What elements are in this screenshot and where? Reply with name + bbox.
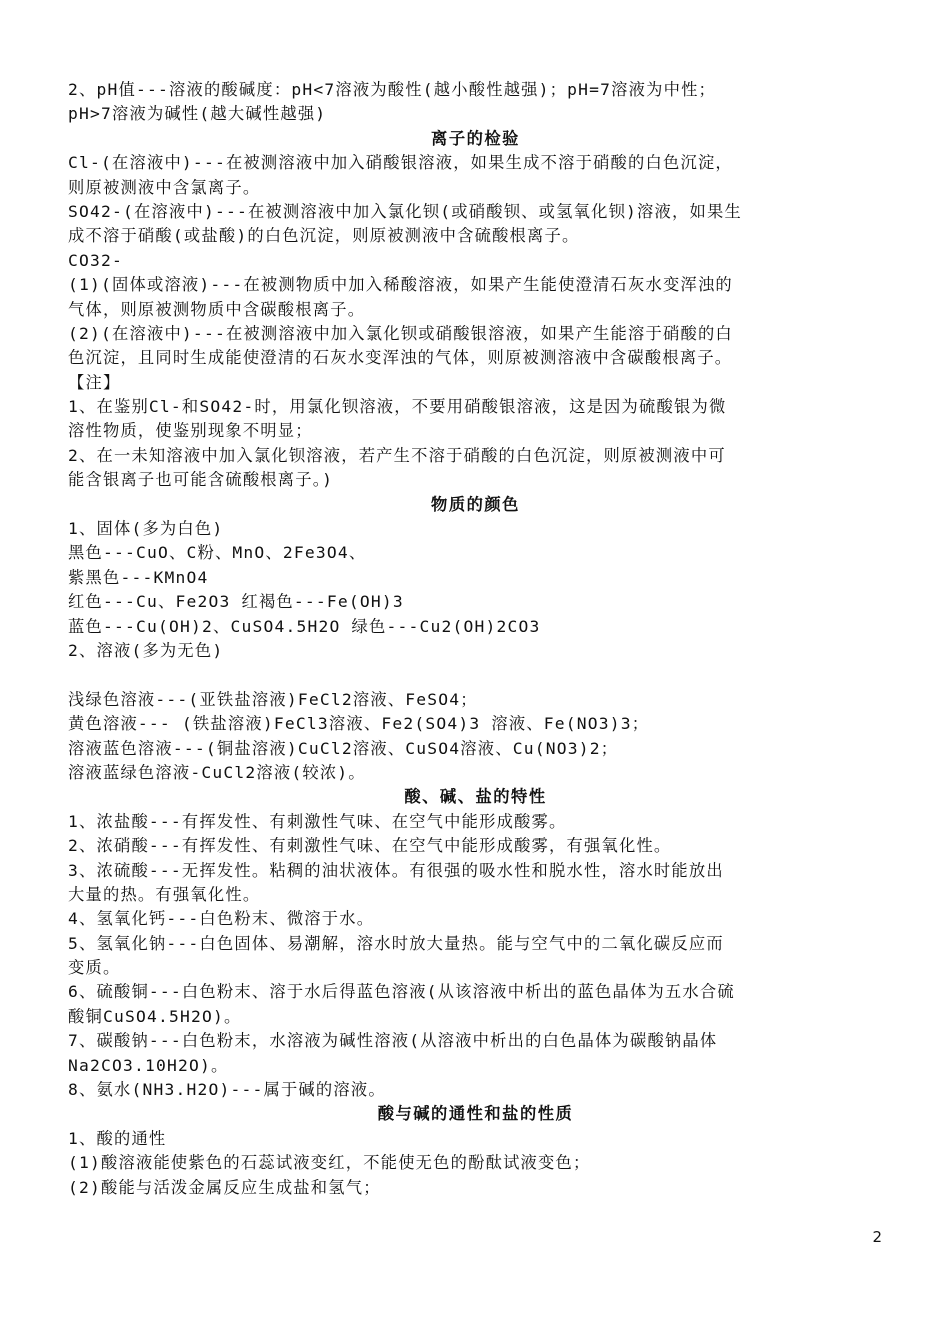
text-line: 2、浓硝酸---有挥发性、有刺激性气味、在空气中能形成酸雾，有强氧化性。 — [68, 836, 672, 856]
text-line: 黄色溶液--- (铁盐溶液)FeCl3溶液、Fe2(SO4)3 溶液、Fe(NO3)3； — [68, 714, 650, 734]
text-line: 2、溶液(多为无色) — [68, 640, 224, 660]
text-line: Na2CO3.10H2O)。 — [68, 1055, 229, 1075]
text-line: 5、氢氧化钠---白色固体、易潮解，溶水时放大量热。能与空气中的二氧化碳反应而 — [68, 933, 724, 953]
text-line: 3、浓硫酸---无挥发性。粘稠的油状液体。有很强的吸水性和脱水性，溶水时能放出 — [68, 860, 724, 880]
text-line: SO42-(在溶液中)---在被测溶液中加入氯化钡(或硝酸钡、或氢氧化钡)溶液，如果生 — [68, 201, 742, 221]
section-heading: 离子的检验 — [431, 128, 520, 148]
section-heading: 酸与碱的通性和盐的性质 — [377, 1104, 574, 1124]
text-line: 2、pH值---溶液的酸碱度：pH<7溶液为酸性(越小酸性越强)；pH=7溶液为中性； — [68, 80, 717, 99]
text-line: 色沉淀，且同时生成能使澄清的石灰水变浑浊的气体，则原被测溶液中含碳酸根离子。 — [68, 348, 733, 368]
text-line: 2、在一未知溶液中加入氯化钡溶液，若产生不溶于硝酸的白色沉淀，则原被测液中可 — [68, 445, 726, 465]
text-line: 8、氨水(NH3.H2O)---属于碱的溶液。 — [68, 1080, 386, 1100]
page-number: 2 — [872, 1228, 882, 1246]
text-line: (2)酸能与活泼金属反应生成盐和氢气； — [68, 1177, 381, 1197]
text-line: 1、酸的通性 — [68, 1128, 167, 1148]
text-line: 6、硫酸铜---白色粉末、溶于水后得蓝色溶液(从该溶液中析出的蓝色晶体为五水合硫 — [68, 982, 735, 1002]
text-line: 变质。 — [68, 958, 121, 978]
text-line: 成不溶于硝酸(或盐酸)的白色沉淀，则原被测液中含硫酸根离子。 — [68, 226, 580, 246]
blank-line — [68, 663, 883, 687]
text-line: 能含银离子也可能含硫酸根离子。) — [68, 470, 334, 490]
text-line: 蓝色---Cu(OH)2、CuSO4.5H2O 绿色---Cu2(OH)2CO3 — [68, 616, 541, 636]
text-line: (1)酸溶液能使紫色的石蕊试液变红，不能使无色的酚酞试液变色； — [68, 1153, 591, 1173]
text-line: CO32- — [68, 250, 124, 270]
section-heading: 酸、碱、盐的特性 — [404, 787, 547, 807]
text-line: 【注】 — [68, 372, 121, 392]
text-line: 浅绿色溶液---(亚铁盐溶液)FeCl2溶液、FeSO4； — [68, 689, 478, 709]
text-line: 7、碳酸钠---白色粉末，水溶液为碱性溶液(从溶液中析出的白色晶体为碳酸钠晶体 — [68, 1031, 718, 1051]
text-line: 溶液蓝绿色溶液-CuCl2溶液(较浓)。 — [68, 762, 366, 782]
text-line: 黑色---CuO、C粉、MnO、2Fe3O4、 — [68, 543, 367, 563]
text-line: pH>7溶液为碱性(越大碱性越强) — [68, 104, 327, 124]
text-line: (2)(在溶液中)---在被测溶液中加入氯化钡或硝酸银溶液，如果产生能溶于硝酸的白 — [68, 323, 733, 343]
text-line: 1、浓盐酸---有挥发性、有刺激性气味、在空气中能形成酸雾。 — [68, 811, 567, 831]
text-line: Cl-(在溶液中)---在被测溶液中加入硝酸银溶液，如果生成不溶于硝酸的白色沉淀， — [68, 153, 733, 173]
text-line: 则原被测液中含氯离子。 — [68, 177, 261, 197]
section-heading: 物质的颜色 — [431, 494, 520, 514]
text-line: 气体，则原被测物质中含碳酸根离子。 — [68, 299, 366, 319]
text-line: 酸铜CuSO4.5H2O)。 — [68, 1006, 242, 1026]
document-body — [68, 78, 883, 1200]
text-line: 1、在鉴别Cl-和SO42-时，用氯化钡溶液，不要用硝酸银溶液，这是因为硫酸银为微 — [68, 397, 727, 417]
text-line: (1)(固体或溶液)---在被测物质中加入稀酸溶液，如果产生能使澄清石灰水变浑浊的 — [68, 275, 733, 295]
text-line: 4、氢氧化钙---白色粉末、微溶于水。 — [68, 909, 375, 929]
text-line: 1、固体(多为白色) — [68, 519, 224, 539]
text-line: 红色---Cu、Fe2O3 红褐色---Fe(OH)3 — [68, 592, 404, 612]
text-line: 溶性物质，使鉴别现象不明显； — [68, 421, 313, 441]
text-line: 溶液蓝色溶液---(铜盐溶液)CuCl2溶液、CuSO4溶液、Cu(NO3)2； — [68, 738, 619, 758]
text-line: 大量的热。有强氧化性。 — [68, 884, 261, 904]
text-line: 紫黑色---KMnO4 — [68, 567, 209, 587]
